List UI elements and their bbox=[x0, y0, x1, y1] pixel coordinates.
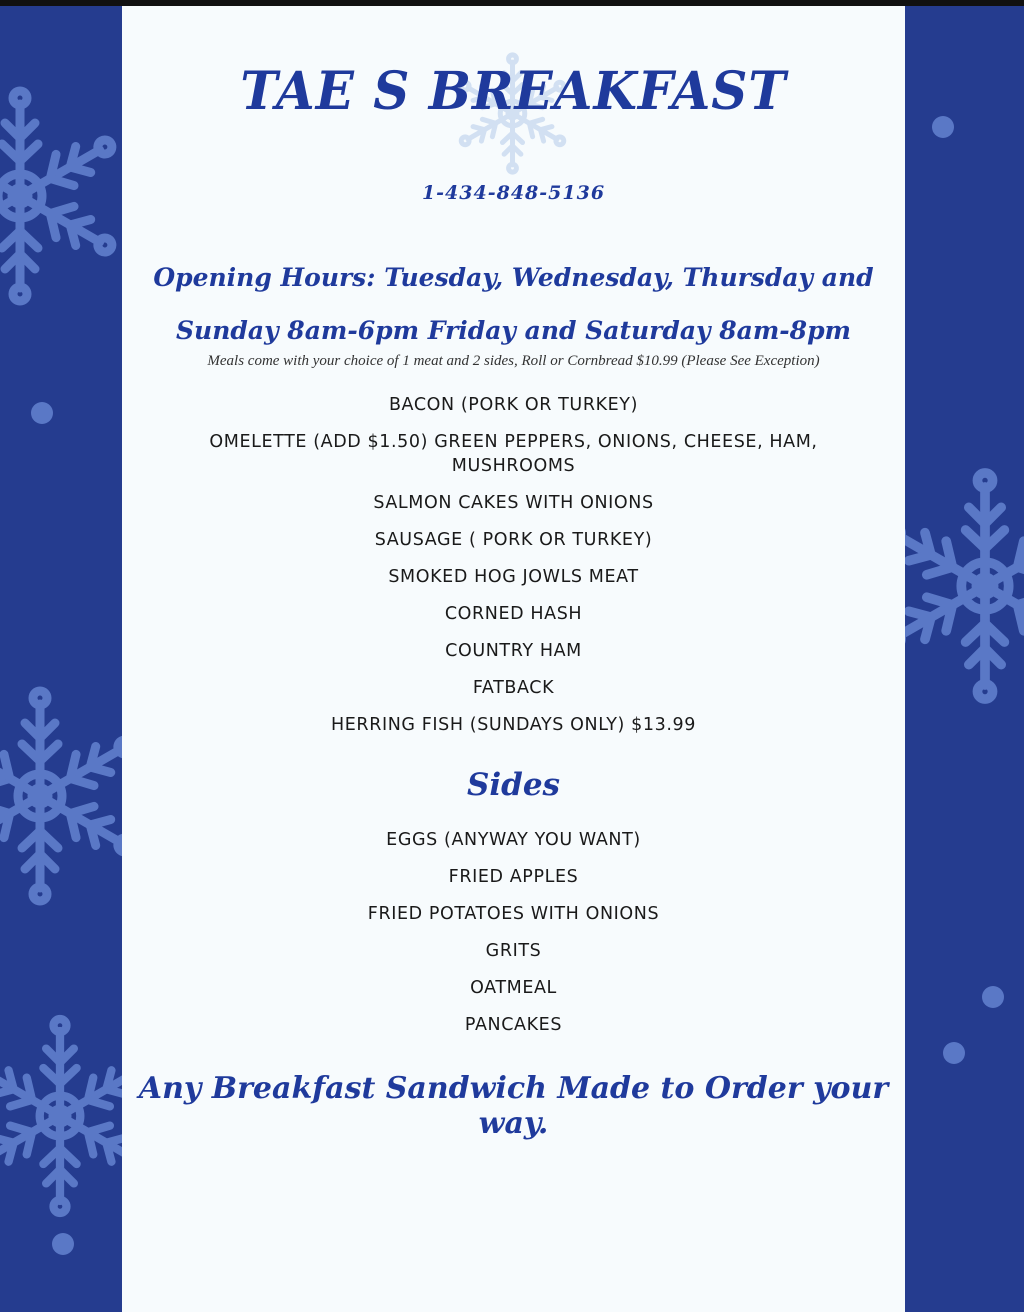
list-item: OMELETTE (ADD $1.50) GREEN PEPPERS, ONIONS, CHEESE, HAM, MUSHROOMS bbox=[209, 432, 818, 476]
decorative-dot bbox=[932, 116, 954, 138]
snowflake-icon bbox=[0, 66, 122, 326]
sides-list bbox=[122, 828, 905, 1050]
menu-paper bbox=[122, 6, 905, 1312]
opening-hours-line1: Opening Hours: Tuesday, Wednesday, Thursday and bbox=[153, 263, 874, 292]
decorative-dot bbox=[31, 402, 53, 424]
phone-number: 1-434-848-5136 bbox=[421, 182, 606, 204]
list-item: BACON (PORK OR TURKEY) bbox=[388, 395, 639, 415]
snowflake-icon bbox=[905, 446, 1024, 726]
restaurant-title: TAE S BREAKFAST bbox=[240, 59, 787, 122]
list-item: HERRING FISH (SUNDAYS ONLY) $13.99 bbox=[331, 715, 696, 735]
meal-note: Meals come with your choice of 1 meat and 2 sides, Roll or Cornbread $10.99 (Please See Exception) bbox=[207, 353, 820, 369]
snowflake-icon bbox=[0, 996, 122, 1236]
meat-list bbox=[122, 393, 905, 750]
left-decoration-panel bbox=[0, 6, 122, 1312]
opening-hours-line2: Sunday 8am-6pm Friday and Saturday 8am-8pm bbox=[175, 316, 852, 345]
right-decoration-panel bbox=[905, 6, 1024, 1312]
opening-hours bbox=[122, 251, 905, 357]
list-item: FRIED POTATOES WITH ONIONS bbox=[367, 904, 660, 924]
list-item: COUNTRY HAM bbox=[445, 641, 582, 661]
list-item: CORNED HASH bbox=[444, 604, 583, 624]
list-item: FRIED APPLES bbox=[448, 867, 579, 887]
list-item: SMOKED HOG JOWLS MEAT bbox=[388, 567, 639, 587]
list-item: OATMEAL bbox=[470, 978, 557, 998]
list-item: SALMON CAKES WITH ONIONS bbox=[373, 493, 654, 513]
list-item: SAUSAGE ( PORK OR TURKEY) bbox=[374, 530, 653, 550]
list-item: PANCAKES bbox=[464, 1015, 563, 1035]
snowflake-icon bbox=[0, 666, 122, 926]
list-item: GRITS bbox=[485, 941, 542, 961]
footer-tagline: Any Breakfast Sandwich Made to Order your way. bbox=[138, 1071, 889, 1141]
decorative-dot bbox=[52, 1233, 74, 1255]
sides-heading: Sides bbox=[466, 767, 560, 803]
decorative-dot bbox=[943, 1042, 965, 1064]
list-item: FATBACK bbox=[472, 678, 555, 698]
decorative-dot bbox=[982, 986, 1004, 1008]
list-item: EGGS (ANYWAY YOU WANT) bbox=[386, 830, 641, 850]
